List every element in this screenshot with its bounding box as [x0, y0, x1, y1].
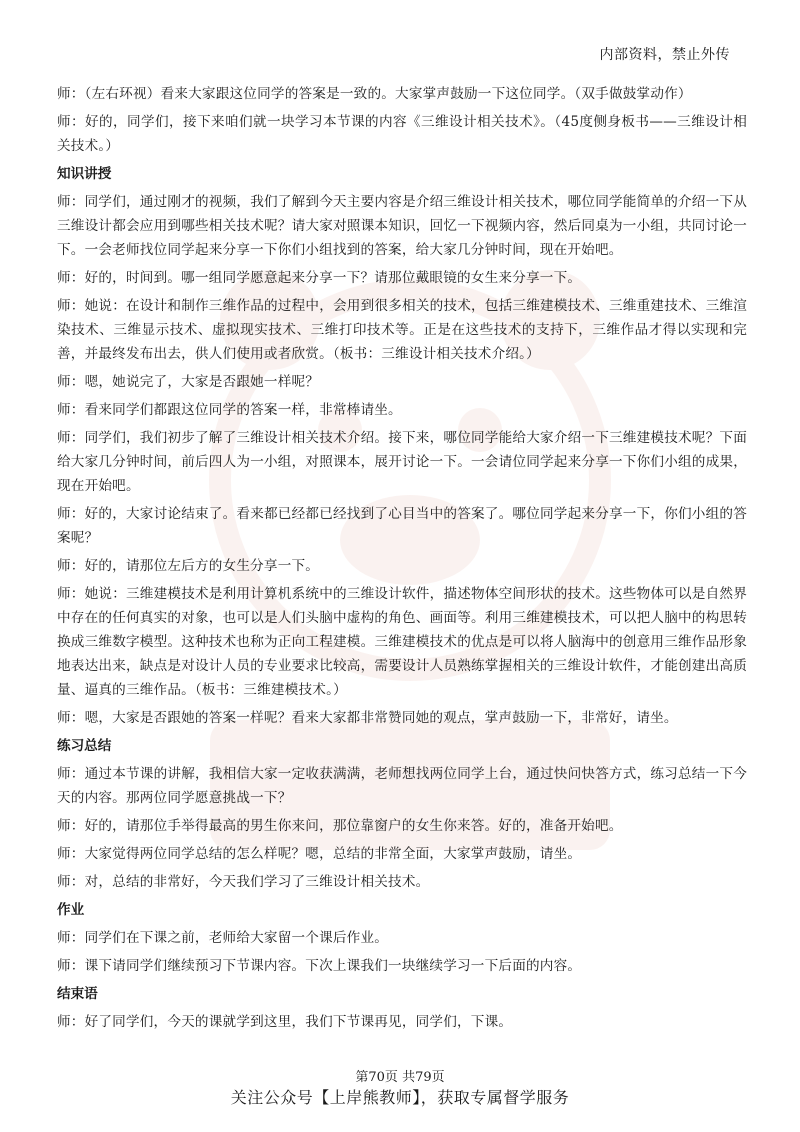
paragraph: 师：同学们在下课之前，老师给大家留一个课后作业。 [57, 930, 389, 946]
paragraph: 师：大家觉得两位同学总结的怎么样呢？嗯，总结的非常全面，大家掌声鼓励，请坐。 [57, 846, 582, 862]
paragraph: 师：她说：三维建模技术是利用计算机系统中的三维设计软件，描述物体空间形状的技术。这些物体可以是自然界中存在的任何真实的对象，也可以是人们头脑中虚构的角色、画面等。利用三维建模技术，可以把人脑中的构思转换成三维数字模型。这种技术也称为正向工程建模。三维建模技术的优点是可以将人脑海中的创意用三维作品形象地表达出来，缺点是对设计人员的专业要求比较高，需要设计人员熟练掌握相关的三维设计软件，才能创建出高质量、逼真的三维作品。（板书：三维建模技术。） [57, 586, 747, 698]
section-heading: 知识讲授 [57, 166, 112, 182]
paragraph: 师：对，总结的非常好，今天我们学习了三维设计相关技术。 [57, 874, 430, 890]
section-heading: 结束语 [57, 986, 98, 1002]
paragraph: 师：她说：在设计和制作三维作品的过程中，会用到很多相关的技术，包括三维建模技术、三维重建技术、三维渲染技术、三维显示技术、虚拟现实技术、三维打印技术等。正是在这些技术的支持下，三维作品才得以实现和完善，并最终发布出去，供人们使用或者欣赏。（板书：三维设计相关技术介绍。） [57, 298, 747, 362]
paragraph: 师：好的，同学们，接下来咱们就一块学习本节课的内容《三维设计相关技术》。（45度侧身板书——三维设计相关技术。） [57, 114, 747, 154]
page-number: 第70页 共79页 [355, 1070, 445, 1085]
paragraph: 师：课下请同学们继续预习下节课内容。下次上课我们一块继续学习一下后面的内容。 [57, 958, 582, 974]
footer-promo: 关注公众号【上岸熊教师】，获取专属督学服务 [230, 1088, 570, 1107]
header-note: 内部资料，禁止外传 [599, 47, 730, 63]
paragraph: 师：看来同学们都跟这位同学的答案一样，非常棒请坐。 [57, 402, 402, 418]
document-body [57, 82, 747, 1038]
paragraph: 师：同学们，我们初步了解了三维设计相关技术介绍。接下来，哪位同学能给大家介绍一下三维建模技术呢？下面给大家几分钟时间，前后四人为一小组，对照课本，展开讨论一下。一会请位同学起来分享一下你们小组的成果，现在开始吧。 [57, 430, 747, 494]
paragraph: 师：同学们，通过刚才的视频，我们了解到今天主要内容是介绍三维设计相关技术，哪位同学能简单的介绍一下从三维设计都会应用到哪些相关技术呢？请大家对照课本知识，回忆一下视频内容，然后同桌为一小组，共同讨论一下。一会老师找位同学起来分享一下你们小组找到的答案，给大家几分钟时间，现在开始吧。 [57, 194, 747, 258]
paragraph: 师：好了同学们，今天的课就学到这里，我们下节课再见，同学们，下课。 [57, 1014, 513, 1030]
section-heading: 练习总结 [57, 738, 112, 754]
paragraph: 师：通过本节课的讲解，我相信大家一定收获满满，老师想找两位同学上台，通过快问快答方式，练习总结一下今天的内容。那两位同学愿意挑战一下？ [57, 766, 747, 806]
paragraph: 师：嗯，大家是否跟她的答案一样呢？看来大家都非常赞同她的观点，掌声鼓励一下，非常好，请坐。 [57, 710, 678, 726]
paragraph: 师：好的，时间到。哪一组同学愿意起来分享一下？请那位戴眼镜的女生来分享一下。 [57, 270, 582, 286]
paragraph: 师：好的，请那位左后方的女生分享一下。 [57, 558, 320, 574]
paragraph: 师：好的，大家讨论结束了。看来都已经都已经找到了心目当中的答案了。哪位同学起来分享一下，你们小组的答案呢？ [57, 506, 747, 546]
paragraph: 师：嗯，她说完了，大家是否跟她一样呢？ [57, 374, 320, 390]
paragraph: 师：好的，请那位手举得最高的男生你来问，那位靠窗户的女生你来答。好的，准备开始吧。 [57, 818, 623, 834]
paragraph: 师：（左右环视）看来大家跟这位同学的答案是一致的。大家掌声鼓励一下这位同学。（双手做鼓掌动作） [57, 86, 692, 102]
section-heading: 作业 [57, 902, 85, 918]
